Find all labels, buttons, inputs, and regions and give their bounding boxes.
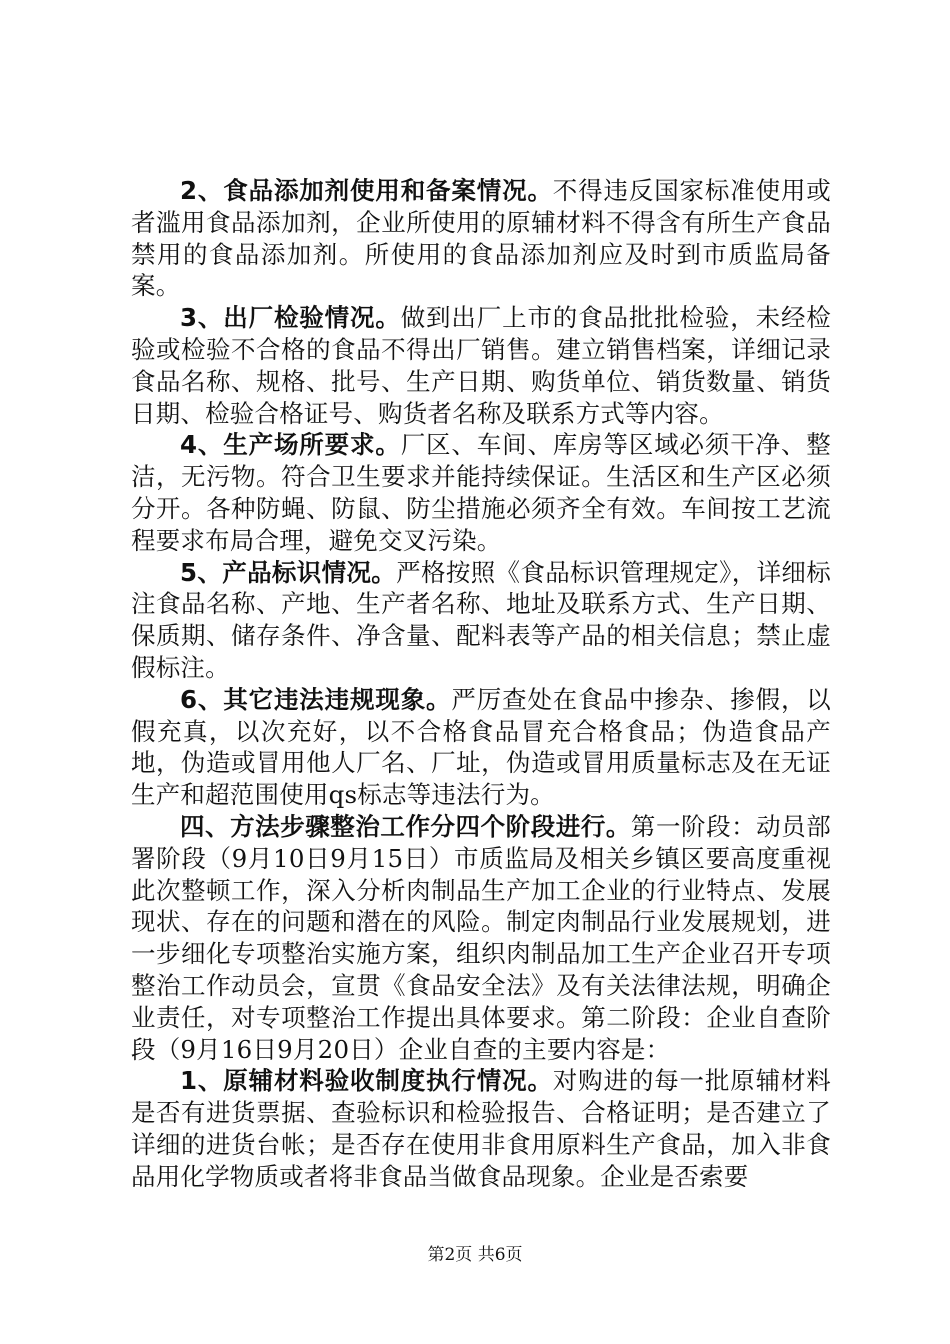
paragraph-heading: 6、其它违法违规现象。 [180, 684, 452, 714]
paragraph-heading: 1、原辅材料验收制度执行情况。 [180, 1066, 553, 1096]
paragraph-heading: 5、产品标识情况。 [180, 557, 397, 587]
paragraph-text: 第一阶段：动员部署阶段（9月10日9月15日）市质监局及相关乡镇区要高度重视此次整顿工作，深入分析肉制品生产加工企业的行业特点、发展现状、存在的问题和潜在的风险。制定肉制品行业发展规划，进一步细化专项整治实施方案，组织肉制品加工生产企业召开专项整治工作动员会，宣贯《食品安全法》及有关法律法规，明确企业责任，对专项整治工作提出具体要求。第二阶段：企业自查阶段（9月16日9月20日）企业自查的主要内容是： [131, 811, 831, 1064]
paragraph-text: 对购进的每一批原辅材料是否有进货票据、查验标识和检验报告、合格证明；是否建立了详细的进货台帐；是否存在使用非食用原料生产食品，加入非食品用化学物质或者将非食品当做食品现象。企业是否索要 [131, 1066, 831, 1191]
document-body [131, 175, 831, 1193]
paragraph-factory-inspection [131, 302, 831, 429]
paragraph-text: 厂区、车间、库房等区域必须干净、整洁，无污物。符合卫生要求并能持续保证。生活区和生产区必须分开。各种防蝇、防鼠、防尘措施必须齐全有效。车间按工艺流程要求布局合理，避免交叉污染。 [131, 430, 831, 555]
paragraph-other-violations [131, 684, 831, 811]
paragraph-text: 不得违反国家标准使用或者滥用食品添加剂，企业所使用的原辅材料不得含有所生产食品禁用的食品添加剂。所使用的食品添加剂应及时到市质监局备案。 [131, 176, 831, 301]
paragraph-text: 严格按照《食品标识管理规定》，详细标注食品名称、产地、生产者名称、地址及联系方式、生产日期、保质期、储存条件、净含量、配料表等产品的相关信息；禁止虚假标注。 [131, 557, 831, 682]
paragraph-heading: 四、方法步骤整治工作分四个阶段进行。 [180, 811, 631, 841]
paragraph-production-site [131, 429, 831, 556]
paragraph-additive-usage [131, 175, 831, 302]
paragraph-text: 严厉查处在食品中掺杂、掺假，以假充真，以次充好，以不合格食品冒充合格食品；伪造食品产地，伪造或冒用他人厂名、厂址，伪造或冒用质量标志及在无证生产和超范围使用qs标志等违法行为。 [131, 684, 832, 810]
paragraph-heading: 2、食品添加剂使用和备案情况。 [180, 176, 553, 205]
paragraph-raw-material-acceptance [131, 1065, 831, 1192]
paragraph-method-steps [131, 811, 831, 1065]
paragraph-text: 做到出厂上市的食品批批检验，未经检验或检验不合格的食品不得出厂销售。建立销售档案，详细记录食品名称、规格、批号、生产日期、购货单位、销货数量、销货日期、检验合格证号、购货者名称及联系方式等内容。 [131, 303, 831, 428]
paragraph-heading: 4、生产场所要求。 [180, 430, 401, 460]
paragraph-heading: 3、出厂检验情况。 [180, 303, 401, 333]
paragraph-product-labeling [131, 557, 831, 684]
page-number-footer: 第2页 共6页 [427, 1245, 523, 1265]
